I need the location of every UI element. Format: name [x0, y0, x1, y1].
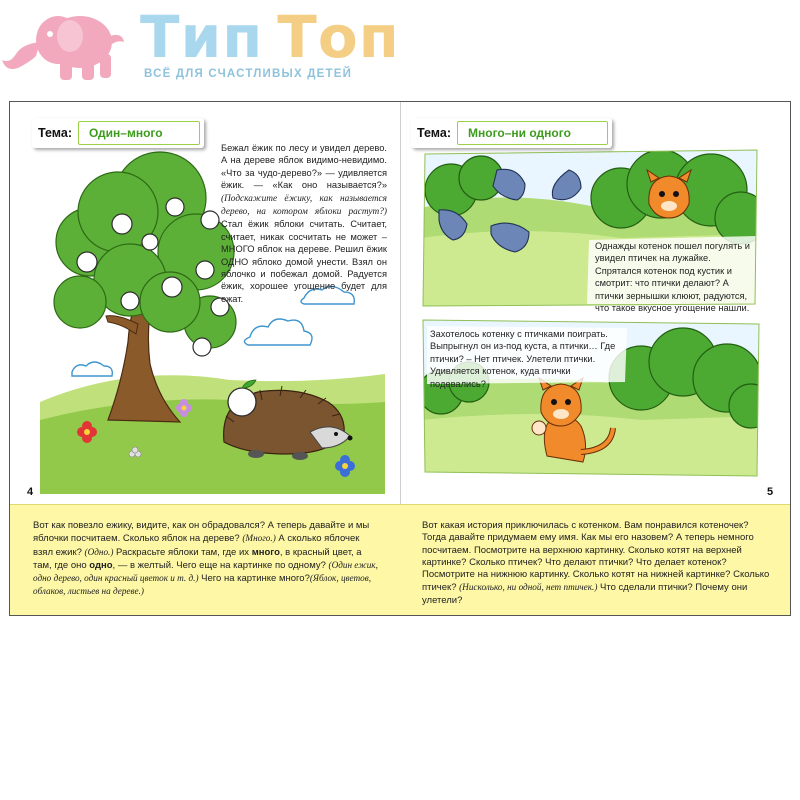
- right-instructions: Вот какая история приключилась с котенком. Вам понравился котеночек? Тогда давайте придумаем ему имя. Как мы его назовем? А теперь немного посчитаем. Посмотрите на верхнюю картинку. Сколько котят на верхней картинке? Сколько птичек? Что делают птички? Что делает котенок? Посмотрите на нижнюю картинку. Сколько котят на нижней картинке? Сколько птичек? (Нисколько, ни одной, нет птичек.) Что сделали птички? Почему они улетели?: [422, 520, 770, 606]
- page-divider: [400, 102, 401, 504]
- panel-top-text: Однажды котенок пошел погулять и увидел птичек на лужайке. Спрятался котенок под кустик и смотрит: что птички делают? А птички зернышки клюют, радуются, что такое вкусное угощение нашли.: [595, 241, 750, 314]
- topic-tag-left: [32, 118, 204, 148]
- panel-bottom-text: Захотелось котенку с птичками поиграть. Выпрыгнул он из-под куста, а птички… Где птички? – Нет птичек. Улетели птички. Удивляется котенок, куда птички подевались?: [430, 329, 616, 389]
- brand-title-part2: Топ: [277, 3, 400, 71]
- left-instructions: Вот как повезло ежику, видите, как он обрадовался? А теперь давайте и мы яблочки посчитаем. Сколько яблок на дереве? (Много.) А сколько яблочек взял ежик? (Одно.) Раскрасьте яблоки там, где их много, в красный цвет, а там, где оно одно, — в желтый. Чего еще на картинке по одному? (Один ежик, одно дерево, один красный цветок и т. д.) Чего на картинке много?(Яблок, цветов, облаков, листьев на дереве.): [33, 520, 378, 597]
- hedgehog-story: Бежал ёжик по лесу и увидел дерево. А на дереве яблок видимо-невидимо. «Что за чудо-дерево?» — удивляется ёжик. — «Как оно называется?» (Подскажите ёжику, как называется дерево, на котором яблоки растут?) Стал ёжик яблоки считать. Считает, считает, никак сосчитать не может – МНОГО яблок на дереве. Решил ёжик ОДНО яблоко домой унести. Взял он яблочко и побежал домой. Радуется ёжик, хорошее угощение будет для ежат.: [221, 143, 387, 304]
- topic-value: Один–много: [78, 121, 200, 145]
- elephant-logo-icon: [0, 2, 130, 92]
- book-spread: [9, 101, 791, 616]
- brand-title: [140, 0, 400, 71]
- topic-label: Тема:: [417, 126, 451, 140]
- brand-title-part1: Тип: [140, 3, 264, 71]
- page-number-left: 4: [27, 486, 34, 498]
- kitten-icon: [647, 170, 691, 218]
- topic-tag-right: [411, 118, 612, 148]
- page-number-right: 5: [767, 486, 774, 498]
- story-hint: (Подскажите ёжику, как называется дерево, на котором яблоки растут?): [221, 193, 387, 218]
- topic-label: Тема:: [38, 126, 72, 140]
- brand-subtitle: ВСЁ ДЛЯ СЧАСТЛИВЫХ ДЕТЕЙ: [144, 68, 353, 80]
- topic-value: Много–ни одного: [457, 121, 608, 145]
